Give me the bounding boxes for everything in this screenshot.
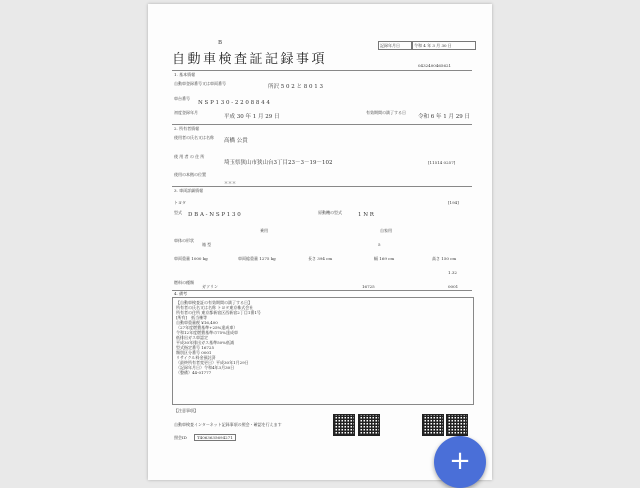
engine-label: 原動機の型式	[318, 210, 342, 215]
address-label: 使 用 者 の 住 所	[174, 154, 205, 159]
remark-line: （記録年月日）令和4年3月30日	[176, 365, 235, 370]
issue-date-label: 記録年月日	[378, 41, 412, 50]
chassis-value: N S P 1 3 0 - 2 2 0 8 8 4 4	[198, 100, 270, 106]
first-registration-label: 初度登録年月	[174, 110, 198, 115]
length-value: 長さ 394 cm	[308, 256, 333, 261]
issue-date-value: 令和 4 年 3 月 30 日	[412, 41, 476, 50]
reference-id-value: T4063635694271	[194, 434, 236, 441]
remark-line: 【自動車検査証の有効期間の満了する日】	[176, 300, 252, 305]
remark-line: 所有者の住所 東京都新宿区西新宿2丁目1番1号	[176, 310, 261, 315]
gross-weight-value: 車両総重量 1275 kg	[238, 256, 276, 261]
notice-text: 自動車検査インターネット記録事項の照会・確認を行えます	[174, 422, 282, 427]
base-location-label: 使用の本拠の位置	[174, 172, 206, 177]
category-number-value: 0001	[448, 284, 459, 289]
remark-line: 平成30年排出ガス基準50%低減	[176, 340, 234, 345]
address-value: 埼玉県狭山市狭山台3丁目23－3－19－102	[224, 160, 333, 166]
model-label: 型式	[174, 210, 182, 215]
fuel-label: 燃料の種類	[174, 280, 194, 285]
section-basic-header: 1. 基本情報	[174, 72, 196, 77]
notice-label: 【注意事項】	[174, 408, 198, 413]
qr-code-2	[358, 414, 380, 436]
registration-label: 自動車登録番号又は車両番号	[174, 81, 226, 86]
remark-line: [所有] 抵当権等	[176, 315, 208, 320]
section-owner-header: 2. 所有者情報	[174, 126, 200, 131]
remarks-box	[172, 297, 474, 405]
chassis-label: 車台番号	[174, 96, 190, 101]
maker-code: [194]	[448, 200, 459, 205]
remark-line: リサイクル料金預託済	[176, 355, 216, 360]
model-value: D B A - N S P 1 3 0	[188, 212, 241, 218]
remark-line: （27年度燃費基準+25%達成車）	[176, 325, 238, 330]
qr-code-4	[446, 414, 468, 436]
owner-label: 使用者の氏名又は名称	[174, 135, 214, 140]
document-title: 自動車検査証記録事項	[172, 52, 328, 67]
first-registration-value: 平成 30 年 1 月 29 日	[224, 114, 280, 120]
remark-line: 型式指定番号 16725	[176, 345, 214, 350]
body-value: 箱 型	[202, 242, 212, 247]
remark-line: 所有者の氏名又は名称 トヨタ東京株式会社	[176, 305, 254, 310]
remark-line: 自動車重量税 ¥16,400	[176, 320, 218, 325]
remark-line: 類別区分番号 0001	[176, 350, 212, 355]
address-code: [11514 0257]	[428, 160, 456, 165]
fuel-value: ガソリン	[202, 284, 218, 289]
corner-mark: B	[218, 40, 223, 46]
document-number: 0432400465621	[418, 63, 452, 68]
vehicle-maker: トヨタ	[174, 200, 186, 205]
base-location-value: ＊＊＊	[224, 180, 236, 185]
registration-value: 所沢 5 0 2 と 8 0 1 3	[268, 84, 323, 90]
engine-value: 1 N R	[358, 212, 374, 218]
qr-code-3	[422, 414, 444, 436]
remark-line: （最終所有者変更日）平成30年1月29日	[176, 360, 249, 365]
section-vehicle-header: 3. 車両詳細情報	[174, 188, 204, 193]
section-remarks-header: 4. 備考	[174, 291, 188, 296]
expiry-label: 有効期間の満了する日	[366, 110, 406, 115]
qr-code-1	[333, 414, 355, 436]
type-designation-value: 16725	[362, 284, 375, 289]
width-value: 幅 169 cm	[374, 256, 395, 261]
plus-icon: +	[449, 446, 471, 476]
add-button[interactable]	[434, 436, 486, 488]
usage-value: 乗用	[260, 228, 268, 233]
expiry-value: 令和 6 年 1 月 29 日	[418, 114, 470, 120]
remark-line: 令和12年度燃費基準の75%達成車	[176, 330, 238, 335]
owner-value: 高橋 公貴	[224, 138, 248, 144]
reference-id-label: 照会ID	[174, 435, 187, 440]
remark-line: 低排出ガス車認定	[176, 335, 208, 340]
body-label: 車体の形状	[174, 238, 194, 243]
displacement-value: 1.32	[448, 270, 457, 275]
height-value: 高さ 150 cm	[432, 256, 457, 261]
remark-line: （整備）44-01777	[176, 370, 212, 375]
capacity-value: 5	[378, 242, 381, 247]
vehicle-inspection-document	[148, 4, 492, 480]
purpose-value: 自家用	[380, 228, 392, 233]
vehicle-weight-value: 車両重量 1000 kg	[174, 256, 208, 261]
